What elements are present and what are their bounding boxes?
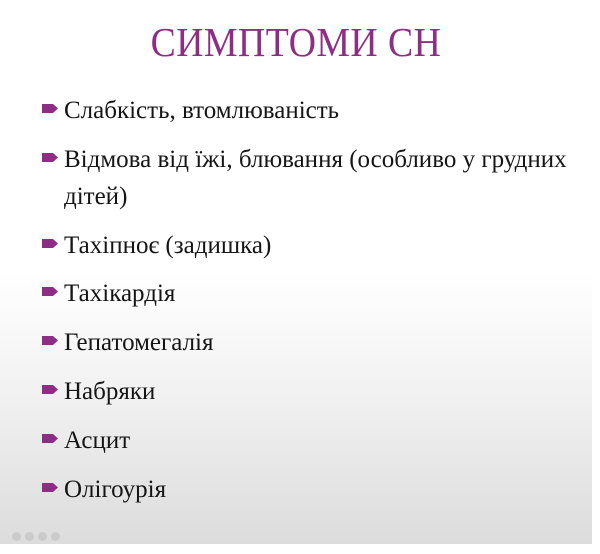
arrow-marker-icon: [42, 104, 58, 113]
pen-icon[interactable]: [25, 532, 34, 541]
list-item-text: Гепатомегалія: [64, 329, 214, 356]
slide-title: СИМПТОМИ СН: [150, 19, 442, 65]
next-slide-icon[interactable]: [51, 532, 60, 541]
list-item-text: Тахікардія: [64, 280, 176, 307]
list-item: [42, 471, 582, 508]
arrow-marker-icon: [42, 483, 58, 492]
list-item: [42, 141, 582, 215]
frame-edge-right: [592, 0, 600, 554]
arrow-marker-icon: [42, 336, 58, 345]
list-item: [42, 227, 582, 264]
symptom-list: [42, 92, 582, 520]
prev-slide-icon[interactable]: [12, 532, 21, 541]
list-item: [42, 373, 582, 410]
list-item: [42, 275, 582, 312]
list-item-text: Олігоурія: [64, 476, 167, 503]
menu-icon[interactable]: [38, 532, 47, 541]
list-item-text: Тахіпноє (задишка): [64, 232, 272, 259]
frame-edge-bottom: [0, 544, 600, 554]
arrow-marker-icon: [42, 434, 58, 443]
list-item: [42, 324, 582, 361]
list-item-text: Асцит: [64, 427, 131, 454]
list-item: [42, 92, 582, 129]
list-item-text: Слабкість, втомлюваність: [64, 97, 340, 124]
arrow-marker-icon: [42, 153, 58, 162]
list-item-text: Набряки: [64, 378, 156, 405]
arrow-marker-icon: [42, 287, 58, 296]
list-item-text: Відмова від їжі, блювання (особливо у грудних дітей): [64, 146, 567, 210]
list-item: [42, 422, 582, 459]
slideshow-controls: [12, 532, 60, 542]
arrow-marker-icon: [42, 239, 58, 248]
arrow-marker-icon: [42, 385, 58, 394]
